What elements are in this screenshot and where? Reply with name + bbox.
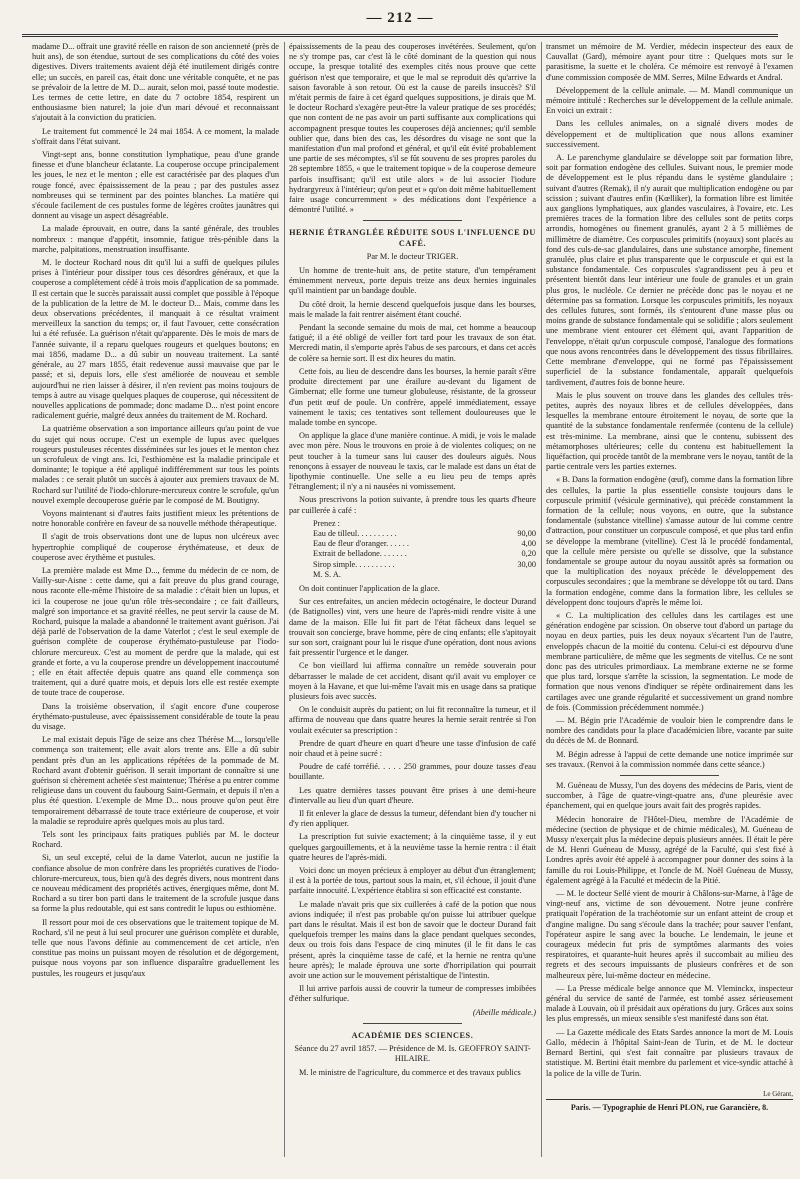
paragraph: Mais le plus souvent on trouve dans les glandes des cellules très-petites, auprès des noyaux libres et de cellules développées, dans lesquelles la membrane entoure étroitement le noyau, de sorte que la quantité de la substance fondamentale renfermée (contenu de la cellule) est très-minime. La membrane, ainsi que le contenu, subissent des métamorphoses ultérieures; celle du contenu est habituellement la liquéfaction, qui procède tantôt de la membrane vers le noyau, tantôt de la partie centrale vers les parties externes. (546, 390, 793, 472)
paragraph: Prendre de quart d'heure en quart d'heure une tasse d'infusion de café noir chaud et à peine sucré : (289, 738, 536, 758)
ingredient: Sirop simple. . . . . . . . . . (313, 559, 395, 569)
prescription (313, 519, 536, 580)
prescription-line (313, 549, 536, 559)
column-1 (32, 42, 279, 1157)
paragraph: Le malade n'avait pris que six cuillerées à café de la potion que nous avions indiquée; il n'est pas probable qu'on puisse lui attribuer quelque part dans le résultat. Mais il est bon de savoir que le docteur Durand fait quelquefois tremper les mains dans la glace pendant quelques secondes, deux ou trois fois dans l'espace de cinq minutes (il le fit dans le cas présent, après la cinquième tasse de café, et la hernie ne rentra qu'une heure après); le malade éprouva une sorte d'horripilation qui pourrait avoir une action sur le mouvement péristaltique de l'intestin. (289, 899, 536, 981)
paragraph: Sur ces entrefaites, un ancien médecin octogénaire, le docteur Durand (de Batignolles) vint, vers une heure de l'après-midi rendre visite à une dame de la maison. Elle lui fit part de l'état fâcheux dans lequel se trouvait son concierge, brave homme, père de cinq enfants; elle s'apitoyait sur son sort, craignant pour lui le risque d'une opération, dont nous avions fait pressentir l'urgence et le danger. (289, 597, 536, 658)
paragraph: On doit continuer l'application de la glace. (299, 583, 440, 593)
ingredient: Extrait de belladone. . . . . . . (313, 549, 407, 559)
section-divider (363, 220, 462, 221)
paragraph: Voici donc un moyen précieux à employer au début d'un étranglement; il est à la portée de tous, partout sous la main, et, s'il échoue, il jouit d'une parfaite innocuité. L'expérience établira si son efficacité est constante. (289, 866, 536, 896)
paragraph: Il ressort pour moi de ces observations que le traitement topique de M. Rochard, s'il ne peut à lui seul procurer une guérison complète et durable, telle que nous l'avons définie au commencement de cet article, n'en constitue pas moins un puissant moyen de résolution et de dégorgement, puisque nous voyons par son influence disparaître graduellement les pustules, les rougeurs et jusqu'aux (32, 917, 279, 978)
paragraph: Il fit enlever la glace de dessus la tumeur, défendant bien d'y toucher ni d'y rien appliquer. (289, 809, 536, 829)
paragraph: M. Guéneau de Mussy, l'un des doyens des médecins de Paris, vient de succomber, à l'âge de quatre-vingt-quatre ans, d'une pleurésie avec épanchement, qui en quelque jours avait fait des progrès rapides. (546, 781, 793, 811)
paragraph: On le conduisit auprès du patient; on lui fit reconnaître la tumeur, et il affirma de nouveau que dans quatre heures la hernie serait rentrée si l'on voulait exécuter sa prescription : (289, 705, 536, 735)
article-title: HERNIE ÉTRANGLÉE RÉDUITE SOUS L'INFLUENCE DU CAFÉ. (289, 228, 536, 248)
paragraph: Un homme de trente-huit ans, de petite stature, d'un tempérament éminemment nerveux, porte depuis treize ans deux hernies inguinales qu'il maintient par un bandage double. (289, 266, 536, 296)
paragraph: La quatrième observation a son importance ailleurs qu'au point de vue du sujet qui nous occupe. C'est un exemple de lupus avec quelques rougeurs pustuleuses récentes disséminées sur les joues et le menton chez un scrofuleux de vingt ans. Ici, l'esthiomène est la maladie principale et dominante; le topique a été appliqué indifféremment sur tous les points malades : ce serait plutôt un succès à ajouter aux premiers travaux de M. Rochard sur l'utilité de l'iodo-chlorure-mercureux contre le scrofule, qu'un nouvel exemple decouperose guérie par le composé de M. Boutigny. (32, 424, 279, 505)
prescription-line (313, 560, 536, 570)
paragraph: M. Bégin adresse à l'appui de cette demande une notice imprimée sur ses travaux. (Renvoi à la commission nommée dans cette séance.) (546, 749, 793, 769)
paragraph: Pendant la seconde semaine du mois de mai, cet homme a beaucoup fatigué; il a été obligé de veiller fort tard pour les travaux de son état. Mercredi matin, il s'emporte après l'abus de ses parcours, et dans cet accès de colère sa hernie sort. Il est dix heures du matin. (289, 323, 536, 363)
page-number: — 212 — (366, 10, 434, 26)
ingredient: Eau de fleur d'oranger. . . . . . (313, 539, 409, 549)
column-divider (541, 42, 542, 1157)
paragraph: madame D... offrait une gravité réelle en raison de son ancienneté (près de huit ans), de son étendue, surtout de ses complications du côté des voies digestives. Divers traitements avaient déjà été inutilement dirigés contre elle; un succès, en pareil cas, était donc une véritable conquête, et ne pas se prévaloir de la lettre de M. D... aurait, selon moi, passé toute modestie. Les termes de cette lettre, en date du 7 octobre 1854, respirent un enthousiasme bien naturel; la joie d'un mari dévoué et reconnaissant s'ajoutait à la conviction du praticien. (32, 42, 279, 123)
column-divider (284, 42, 285, 1157)
article-byline: Par M. le docteur TRIGER. (366, 251, 459, 261)
paragraph: Dans les cellules animales, on a signalé divers modes de développement et de multiplication que nous allons examiner successivement. (546, 119, 793, 149)
paragraph: Du côté droit, la hernie descend quelquefois jusque dans les bourses, mais le malade la fait rentrer aisément étant couché. (289, 299, 536, 319)
ingredient: Eau de tilleul. . . . . . . . . . (313, 528, 397, 538)
paragraph: — La Gazette médicale des Etats Sardes annonce la mort de M. Louis Gallo, médecin à l'hôpital Saint-Jean de Turin, et de M. le docteur Bernard Bertini, qui s'est fait connaître par plusieurs travaux de statistique. M. Bertini était membre du parlement et vice-syndic attaché à la police de la ville de Turin. (546, 1027, 793, 1078)
paragraph: Le traitement fut commencé le 24 mai 1854. A ce moment, la malade s'offrait dans l'état suivant. (32, 126, 279, 146)
paragraph: M. le docteur Rochard nous dit qu'il lui a suffi de quelques pilules prises à l'intérieur pour dissiper tous ces désordres généraux, et que la couperose a complétement cédé à trois mois d'application de sa pommade. Il est certain que le succès paraissait aussi complet que possible à l'époque de la publication de la lettre de M. le docteur D... Mais, comme dans les deux observations précédentes, il manquait à ce résultat vraiment merveilleux la sanction du temps; or, il faut l'avouer, cette consécration lui a été refusée. La guérison n'était qu'apparente. Dès le mois de mars de l'année suivante, il a reparu quelques rougeurs et quelques boutons; en mai 1856, madame D... a dû subir un nouveau traitement. La santé générale, au 27 mars 1855, était redevenue aussi mauvaise que par le passé; et si, depuis lors, elle s'est améliorée de nouveau et semble aujourd'hui ne rien laisser à désirer, il n'en revient pas moins toujours de temps à autre au visage quelques plaques de couperose, qui nécessitent de nouvelles applications de pommade; donc madame D... n'est point encore radicalement guérie, malgré deux années du traitement de M. Rochard. (32, 258, 279, 421)
paragraph: Nous prescrivons la potion suivante, à prendre tous les quarts d'heure par cuillerée à café : (289, 495, 536, 515)
academy-session: Séance du 27 avril 1857. — Présidence de M. Is. GEOFFROY SAINT-HILAIRE. (294, 1044, 531, 1064)
paragraph: Il s'agit de trois observations dont une de lupus non ulcéreux avec hypertrophie compliqué de couperose érythémateuse, et deux de couperose avec érythème et pustules. (32, 532, 279, 562)
paragraph: Les quatre dernières tasses pouvant être prises à une demi-heure d'intervalle au lieu d'un quart d'heure. (289, 785, 536, 805)
academy-title: ACADÉMIE DES SCIENCES. (351, 1030, 474, 1040)
paragraph: épaississements de la peau des couperoses invétérées. Seulement, qu'on ne s'y trompe pas, car c'est là le côté dominant de la question qui nous occupe, la presque totalité des exemples cités nous prouve que cette guérison n'est que temporaire, et que le mal se reproduit dès qu'arrive la saison favorable à son retour. Où est la cause de pareils insuccès? S'il m'était permis de faire à cet égard quelques suppositions, je dirais que M. le docteur Rochard s'exagère peut-être la valeur pratique de ses procédés; que non content de ne pas avoir un parti suffisante aux complications qui accompagnent presque toutes les couperoses déjà anciennes; qu'il semble oublier que, dans bien des cas, les désordres du visage ne sont que la manifestation d'un mal profond et général, et qu'il eût évité probablement une partie de ses mécomptes, s'il se fût souvenu de ses propres paroles du 28 septembre 1855, « que le traitement topique » de la couperose demeure parfois insuffisant; qu'il est utile alors » de lui associer l'iodure hydrargyreux à l'intérieur; qu'on peut et » qu'on doit même habituellement faire usage concurremment » des médications dont l'expérience a démontré l'utilité. » (289, 42, 536, 215)
paragraph: « C. La multiplication des cellules dans les cartilages est une génération endogène par scission. On observe tout d'abord un partage du noyau en deux parties, puis les deux noyaux s'écartent l'un de l'autre, enveloppés chacun de la moitié du contenu. Celui-ci est dépourvu d'une membrane particulière, de même que les segments de vitellus. Ce ne sont donc pas des utricules primordiaux. La membrane externe ne se forme que plus tard, lorsque s'arrête la scission, la segmentation. Le mode de formation que nous venons d'indiquer se répète ordinairement dans les cartilages avec une grande régularité et successivement un grand nombre de fois. (Commission précédemment nommée.) (546, 610, 793, 712)
prescription-ms: M. S. A. (313, 569, 341, 579)
paragraph: Ce bon vieillard lui affirma connaître un remède souverain pour débarrasser le malade de cet accident, disant qu'il avait vu employer ce moyen à la Havane, et que lui-même l'avait mis en usage dans sa pratique plusieurs fois avec succès. (289, 661, 536, 701)
paragraph: Il lui arrive parfois aussi de couvrir la tumeur de compresses imbibées d'éther sulfurique. (289, 984, 536, 1004)
paragraph: Médecin honoraire de l'Hôtel-Dieu, membre de l'Académie de médecine (section de physique et de chimie médicales), M. Guéneau de Mussy n'exerçait plus la médecine depuis plusieurs années. Il était le père de M. Henri Guéneau de Mussy, agrégé de la Faculté, qui s'est fixé à Londres après avoir été appelé à accompagner pour donner des soins à la famille du roi Louis-Philippe, et l'oncle de M. Noël Guéneau de Mussy, également agrégé à la Faculté et médecin de la Pitié. (546, 814, 793, 885)
quantity: 0,20 (521, 549, 536, 559)
article-source: (Abeille médicale.) (472, 1007, 536, 1017)
paragraph: Tels sont les principaux faits pratiques publiés par M. le docteur Rochard. (32, 830, 279, 850)
column-2 (289, 42, 536, 1157)
paragraph: — M. Bégin prie l'Académie de vouloir bien le comprendre dans le nombre des candidats pour la place d'académicien libre, vacante par suite du décès de M. de Bonnard. (546, 716, 793, 746)
paragraph: transmet un mémoire de M. Verdier, médecin inspecteur des eaux de Cauvallat (Gard), mémoire ayant pour titre : Quelques mots sur le parasitisme, la suette et le choléra. Ce mémoire est renvoyé à l'examen d'une commission composée de MM. Serres, Milne Edwards et Andral. (546, 42, 793, 82)
paragraph: La malade éprouvait, en outre, dans la santé générale, des troubles nombreux : manque d'appétit, insomnie, fatigue très-pénible dans la marche, palpitations, menstruation insuffisante. (32, 224, 279, 254)
paragraph: Développement de la cellule animale. — M. Mandl communique un mémoire intitulé : Recherches sur le développement de la cellule animale. En voici un extrait : (546, 85, 793, 116)
paragraph: Vingt-sept ans, bonne constitution lymphatique, peau d'une grande finesse et d'une blancheur éclatante. La couperose occupe principalement les joues, le nez et le menton ; elle est caractérisée par des plaques d'un rouge foncé, avec épaississement de la peau ; par des pustules assez nombreuses qui se terminent par des pointes blanches. La matière qui s'écoule facilement de ces pustules forme de légères croûtes jaunâtres qui donnent au visage un aspect désagréable. (32, 150, 279, 221)
section-divider (363, 1023, 462, 1024)
paragraph: Voyons maintenant si d'autres faits justifient mieux les prétentions de notre honorable confrère en faveur de sa nouvelle méthode thérapeutique. (32, 508, 279, 529)
paragraph: — M. le docteur Sellé vient de mourir à Châlons-sur-Marne, à l'âge de vingt-neuf ans, victime de son dévouement. Notre jeune confrère pratiquait l'opération de la trachéotomie sur un enfant atteint de croup et d'angine maligne. Du sang s'écoule dans la trachée; pour sauver l'enfant, l'opérateur aspire le sang avec la bouche. Le lendemain, le jeune et courageux médecin fut pris de symptômes alarmants des voies respiratoires, et quarante-huit heures après il succombait au milieu des regrets et des secours impuissants de plusieurs confrères et de son malheureux père, lui-même docteur en médecine. (546, 889, 793, 980)
paragraph: On applique la glace d'une manière continue. A midi, je vois le malade avec mon père. Nous le trouvons en proie à de violentes coliques; on ne peut toucher à la tumeur sans lui causer des douleurs aiguës. Nous renonçons à essayer de nouveau le taxis, car le malade est dans un état de lipothymie continuelle. Une selle a eu lieu peu de temps après l'étranglement; il n'y a ni nausées ni vomissement. (289, 431, 536, 492)
paragraph: « B. Dans la formation endogène (œuf), comme dans la formation libre des cellules, la partie la plus essentielle consiste toujours dans le corpuscule primitif (vésicule germinative), qui précède constamment la formation de la cellule; nous voyons, en outre, que la substance fondamentale (substance vitelline) s'amasse autour de lui comme centre d'attraction, pour constituer un corpuscule composé, et que plus tard enfin se développe la membrane (vitelline). C'est là le procédé fondamental, que la cellule mère persiste ou qu'elle se dissolve, que la substance fondamentale se groupe autour du noyau aussitôt après sa formation ou que la multiplication des noyaux précède le développement des corpuscules secondaires ; que la membrane se développe tôt ou tard. Dans la formation endogène, comme dans la formation libre, les cellules se développent donc toujours d'après le même loi. (546, 475, 793, 607)
paragraph: La prescription fut suivie exactement; à la cinquième tasse, il y eut quelques gargouillements, et à la neuvième tasse la hernie rentra : il était quatre heures de l'après-midi. (289, 832, 536, 862)
imprint-line: Paris. — Typographie de Henri PLON, rue Garancière, 8. (546, 1099, 793, 1113)
column-3 (546, 42, 793, 1157)
header-rule (22, 34, 778, 37)
paragraph: Si, un seul excepté, celui de la dame Vaterlot, aucun ne justifie la confiance absolue de mon confrère dans les propriétés curatives de l'iodo-chlorure-mercureux, tous, bien qu'à des degrés divers, nous montrent dans ce nouveau médicament des propriétés actives, énergiques même, dont M. Rochard a su tirer bon parti dans le traitement de la scrofule jusque dans sa forme la plus redoutable, qui est sans contredit le lupus ou esthiomène. (32, 853, 279, 914)
gerant-label: Le Gérant, (763, 1089, 793, 1098)
paragraph: A. Le parenchyme glandulaire se développe soit par formation libre, soit par formation endogène des cellules. Suivant nous, le premier mode de développement est le plus répandu dans le système glandulaire ; suivant d'autres (Remak), il n'y aurait que multiplication endogène ou par scission ; suivant d'autres enfin (Kœlliker), la formation libre est limitée aux ganglions lymphatiques, aux glandes vasculaires, à l'ovaire, etc. Les premières traces de la formation libre des cellules sont de petits corps arrondis, homogènes ou finement granulés, ayant 2 à 5 millièmes de millimètre de diamètre. Ces corpuscules primitifs (noyaux) sont placés au fond des culs-de-sac glandulaires, dans une substance amorphe, finement granulée, plus claire et plus transparente que le corpuscule et qui est la substance fondamentale. Ces corpuscules s'agrandissent peu à peu et présentent bientôt dans leur intérieur une foule de granules et un grain plus gros, le nucléole. Ce dernier ne précède donc pas le noyau et ne détermine pas sa formation. Lorsque les corpuscules primitifs, les noyaux des cellules futures, sont formés, ils s'entourent d'une masse plus ou moins grande de substance fondamentale qui se solidifie ; alors seulement une membrane vient entourer cet élément qui, avant l'apparition de l'enveloppe, n'était qu'un corpuscule composé, l'analogue des formations que nous avons rencontrées dans le développement des tissus fibrillaires. Cette membrane d'enveloppe, qui ne formé pas l'épaississement superficiel de la substance fondamentale, apparaît quelquefois tardivement, d'autres fois de bonne heure. (546, 153, 793, 387)
prescription-line (313, 529, 536, 539)
paragraph: — La Presse médicale belge annonce que M. Vleminckx, inspecteur général du service de santé de l'armée, est tombé assez sérieusement malade à Louvain, où il présidait aux opérations du jury. Grâces aux soins les plus empressés, un mieux sensible s'est manifesté dans son état. (546, 983, 793, 1024)
quantity: 90,00 (517, 528, 536, 538)
paragraph: Cette fois, au lieu de descendre dans les bourses, la hernie paraît s'être produite directement par une érailure au-devant du ligament de Gimbernat; elle forme une tumeur globuleuse, résistante, de la grosseur d'un petit œuf de poule. Un confrère, appelé immédiatement, essaye vainement le taxis; ces tentatives sont tellement douloureuses que le malade tombe en syncope. (289, 366, 536, 427)
section-divider (620, 775, 719, 776)
paragraph: M. le ministre de l'agriculture, du commerce et des travaux publics (299, 1068, 521, 1078)
paragraph: Dans la troisième observation, il s'agit encore d'une couperose érythémato-pustuleuse, avec épaississement considérable de toute la peau du visage. (32, 701, 279, 731)
paragraph: La première malade est Mme D..., femme du médecin de ce nom, de Vailly-sur-Aisne : cette dame, qui a fait preuve du plus grand courage, nous raconte elle-même l'histoire de sa maladie : c'était bien un lupus, et ici la couperose ne joue qu'un rôle très-secondaire ; ce fait d'ailleurs, malgré son importance et sa gravité réelles, ne peut servir la cause de M. Rochard, puisque la malade a abandonné le traitement avant guérison. J'ai déjà parlé de l'observation de la dame Vaterlot ; c'est le seul exemple de guérison complète de couperose érythémato-pustuleuse par l'iodo-chlorure mercureux. C'est au moment de perdre que la malade, qui est grande et forte, a vu la couperose prendre un développement inaccoutumé ; elle en était affectée depuis quatre ans quand elle commença son traitement, qui a duré quatre mois, et depuis lors elle est restée exempte de toute trace de couperose. (32, 565, 279, 698)
prescription-line (313, 539, 536, 549)
paragraph: Le mal existait depuis l'âge de seize ans chez Thérèse M..., lorsqu'elle commença son traitement; elle avait alors trente ans. Elle a dû subir pendant près d'un an les applications répétées de la pommade de M. Rochard avant d'obtenir guérison. Il serait important de connaître si une guérison si chèrement achetée s'est maintenue; Thérèse a pu entrer comme religieuse dans un couvent du faubourg Saint-Germain, et depuis il n'en a plus été question. L'exemple de Mme D... nous prouve qu'on peut être temporairement débarrassé de toute trace extérieure de couperose, et voir la maladie se reproduire après quelques mois au plus tard. (32, 735, 279, 826)
quantity: 30,00 (517, 559, 536, 569)
page-header (22, 10, 778, 34)
quantity: 4,00 (521, 539, 536, 549)
paragraph: Poudre de café torréfié. . . . . 250 grammes, pour douze tasses d'eau bouillante. (289, 762, 536, 782)
prescription-label: Prenez : (313, 518, 340, 528)
